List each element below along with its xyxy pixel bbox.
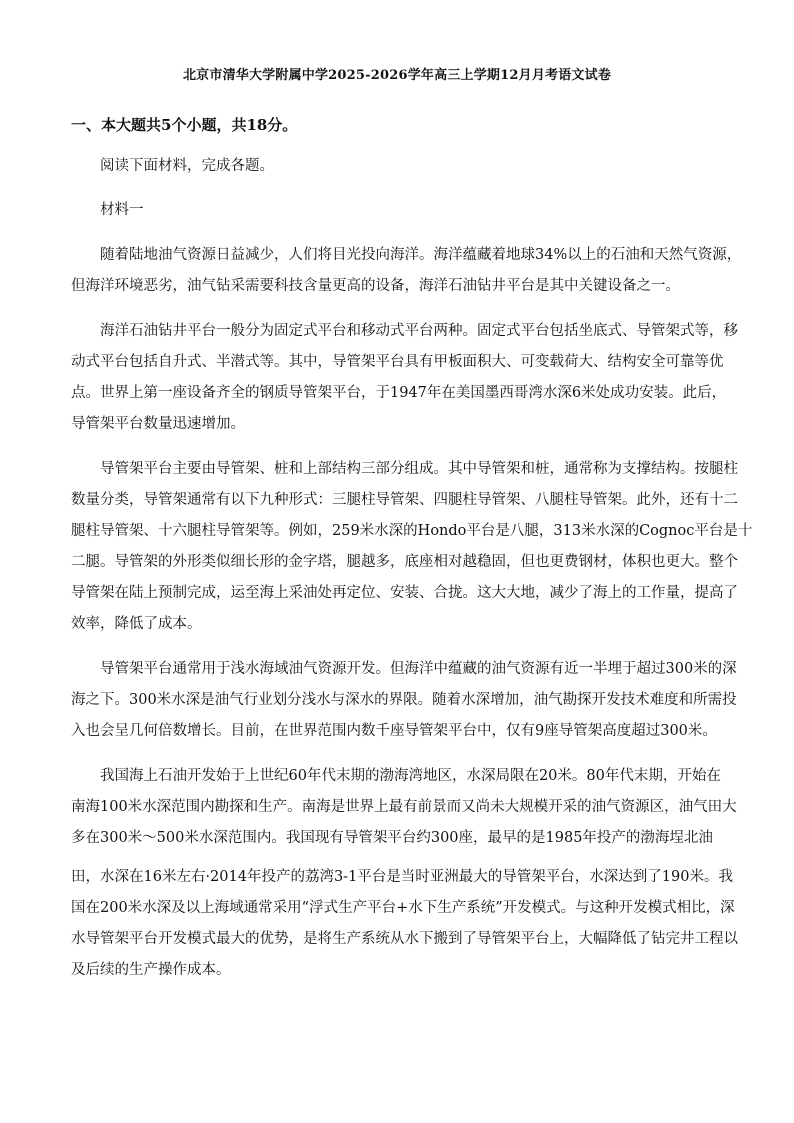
paragraph-3-line-4: 二腿。导管架的外形类似细长形的金字塔，腿越多，底座相对越稳固，但也更费钢材，体积也更大。整个: [71, 554, 738, 570]
paragraph-3-line-5: 导管架在陆上预制完成，运至海上采油处再定位、安装、合拢。这大大地，减少了海上的工作量，提高了: [71, 585, 738, 601]
paragraph-2-line-4: 导管架平台数量迅速增加。: [71, 416, 245, 432]
material-label: 材料一: [100, 202, 144, 218]
paragraph-5-line-3: 多在300米～500米水深范围内。我国现有导管架平台约300座，最早的是1985年投产的渤海埕北油: [71, 830, 713, 846]
paragraph-3-line-1: 导管架平台主要由导管架、桩和上部结构三部分组成。其中导管架和桩，通常称为支撑结构。按腿柱: [100, 461, 738, 477]
paragraph-4-line-3: 入也会呈几何倍数增长。目前，在世界范围内数千座导管架平台中，仅有9座导管架高度超过300米。: [71, 723, 717, 739]
paragraph-5-line-2: 南海100米水深范围内勘探和生产。南海是世界上最有前景而又尚未大规模开采的油气资源区，油气田大: [71, 799, 737, 815]
section-heading: 一、本大题共5个小题，共18分。: [71, 116, 298, 134]
instruction-text: 阅读下面材料，完成各题。: [100, 158, 274, 174]
paragraph-3-line-2: 数量分类，导管架通常有以下九种形式：三腿柱导管架、四腿柱导管架、八腿柱导管架。此外，还有十二: [71, 492, 738, 508]
paragraph-5-line-1: 我国海上石油开发始于上世纪60年代末期的渤海湾地区，水深局限在20米。80年代末期，开始在: [100, 768, 721, 784]
paragraph-2-line-2: 动式平台包括自升式、半潜式等。其中，导管架平台具有甲板面积大、可变载荷大、结构安全可靠等优: [71, 354, 724, 370]
paragraph-2-line-1: 海洋石油钻井平台一般分为固定式平台和移动式平台两种。固定式平台包括坐底式、导管架式等，移: [100, 323, 738, 339]
paragraph-4-line-1: 导管架平台通常用于浅水海域油气资源开发。但海洋中蕴藏的油气资源有近一半埋于超过300米的深: [100, 661, 737, 677]
paragraph-2-line-3: 点。世界上第一座设备齐全的钢质导管架平台，于1947年在美国墨西哥湾水深6米处成功安装。此后，: [71, 385, 727, 401]
paragraph-1-line-1: 随着陆地油气资源日益减少，人们将目光投向海洋。海洋蕴藏着地球34%以上的石油和天然气资源，: [100, 247, 742, 263]
paragraph-5-line-5: 国在200米水深及以上海域通常采用“浮式生产平台+水下生产系统”开发模式。与这种开发模式相比，深: [71, 900, 735, 916]
paragraph-5-line-7: 及后续的生产操作成本。: [71, 962, 231, 978]
exam-title: 北京市清华大学附属中学2025-2026学年高三上学期12月月考语文试卷: [182, 68, 612, 83]
paragraph-3-line-3: 腿柱导管架、十六腿柱导管架等。例如，259米水深的Hondo平台是八腿，313米水深的Cognoc平台是十: [71, 523, 753, 539]
paragraph-4-line-2: 海之下。300米水深是油气行业划分浅水与深水的界限。随着水深增加，油气勘探开发技术难度和所需投: [71, 692, 737, 708]
paragraph-1-line-2: 但海洋环境恶劣，油气钻采需要科技含量更高的设备，海洋石油钻井平台是其中关键设备之一。: [71, 278, 680, 294]
paragraph-3-line-6: 效率，降低了成本。: [71, 616, 202, 632]
paragraph-5-line-6: 水导管架平台开发模式最大的优势，是将生产系统从水下搬到了导管架平台上，大幅降低了钻完井工程以: [71, 931, 738, 947]
paragraph-5-line-4: 田，水深在16米左右·2014年投产的荔湾3-1平台是当时亚洲最大的导管架平台，水深达到了190米。我: [71, 869, 733, 885]
